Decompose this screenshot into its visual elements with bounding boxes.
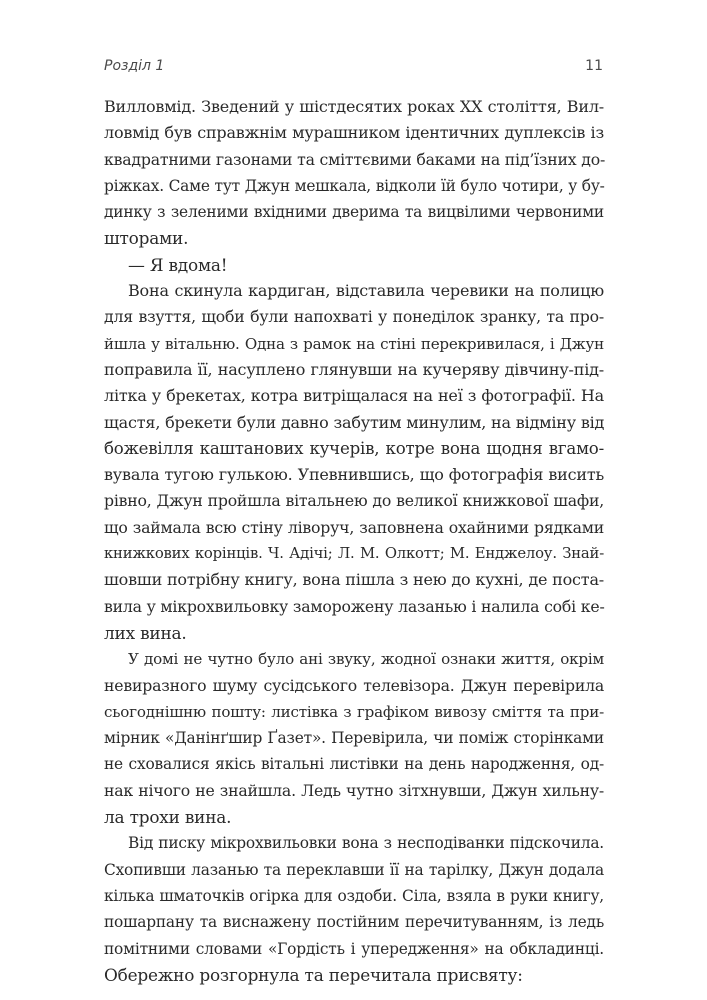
text-line: що займала всю стіну ліворуч, заповнена охайними рядками: [104, 517, 604, 537]
text-line: шовши потрібну книгу, вона пішла з нею до кухні, де поста-: [104, 570, 604, 590]
text-line: Вона скинула кардиган, відставила черевики на полицю: [128, 281, 604, 301]
text-line: У домі не чутно було ані звуку, жодної ознаки життя, окрім: [128, 650, 604, 669]
text-line: щастя, брекети були давно забутим минулим, на відміну від: [104, 412, 605, 432]
text-line: йшла у вітальню. Одна з рамок на стіні перекривилася, і Джун: [104, 334, 604, 353]
text-line: поправила її, насуплено глянувши на кучеряву дівчину-під-: [104, 359, 604, 379]
page-number: 11: [585, 58, 603, 74]
text-line: квадратними газонами та сміттєвими баками на під’їзних до-: [104, 149, 606, 169]
text-line: книжкових корінців. Ч. Адічі; Л. М. Олкотт; М. Енджелоу. Знай-: [104, 545, 604, 563]
text-line: ріжках. Саме тут Джун мешкала, відколи їй було чотири, у бу-: [104, 176, 605, 195]
text-line: для взуття, щоби були напохваті у понеділок зранку, та про-: [104, 307, 604, 327]
text-line: невиразного шуму сусідського телевізора. Джун перевірила: [104, 675, 604, 695]
text-line: ла трохи вина.: [104, 807, 232, 828]
text-line: божевілля каштанових кучерів, котре вона щодня вгамо-: [104, 438, 604, 458]
text-line: шторами.: [104, 228, 189, 249]
text-line: кілька шматочків огірка для оздоби. Сіла, взяла в руки книгу,: [104, 886, 604, 905]
text-line: літка у брекетах, котра витріщалася на неї з фотографії. На: [104, 386, 604, 406]
text-line: нак нічого не знайшла. Ледь чутно зітхнувши, Джун хильну-: [104, 780, 604, 800]
text-line: — Я вдома!: [128, 254, 228, 275]
text-line: Схопивши лазанью та переклавши її на тарілку, Джун додала: [104, 860, 604, 879]
text-line: динку з зеленими вхідними дверима та вицвілими червоними: [104, 203, 604, 222]
text-line: вувала тугою гулькою. Упевнившись, що фотографія висить: [104, 465, 604, 485]
text-line: Обережно розгорнула та перечитала присвяту:: [104, 964, 523, 985]
text-line: сьогоднішню пошту: листівка з графіком вивозу сміття та при-: [104, 702, 604, 721]
text-line: Вилловмід. Зведений у шістдесятих роках XX століття, Вил-: [104, 97, 604, 116]
text-line: ловмід був справжнім мурашником ідентичних дуплексів із: [104, 123, 604, 143]
text-line: мірник «Данінґшир Ґазет». Перевірила, чи поміж сторінками: [104, 729, 604, 748]
body-text: [104, 94, 604, 988]
text-line: лих вина.: [104, 622, 187, 643]
text-line: не сховалися якісь вітальні листівки на день народження, од-: [104, 755, 604, 774]
text-line: рівно, Джун пройшла вітальнею до великої книжкової шафи,: [104, 491, 604, 511]
text-line: помітними словами «Гордість і упередження» на обкладинці.: [104, 939, 604, 958]
text-line: пошарпану та виснажену постійним перечитуванням, із ледь: [104, 913, 604, 932]
text-line: Від писку мікрохвильовки вона з несподіванки підскочила.: [128, 834, 604, 853]
running-head: Розділ 1: [104, 58, 165, 74]
text-line: вила у мікрохвильовку заморожену лазанью і налила собі ке-: [104, 596, 605, 616]
